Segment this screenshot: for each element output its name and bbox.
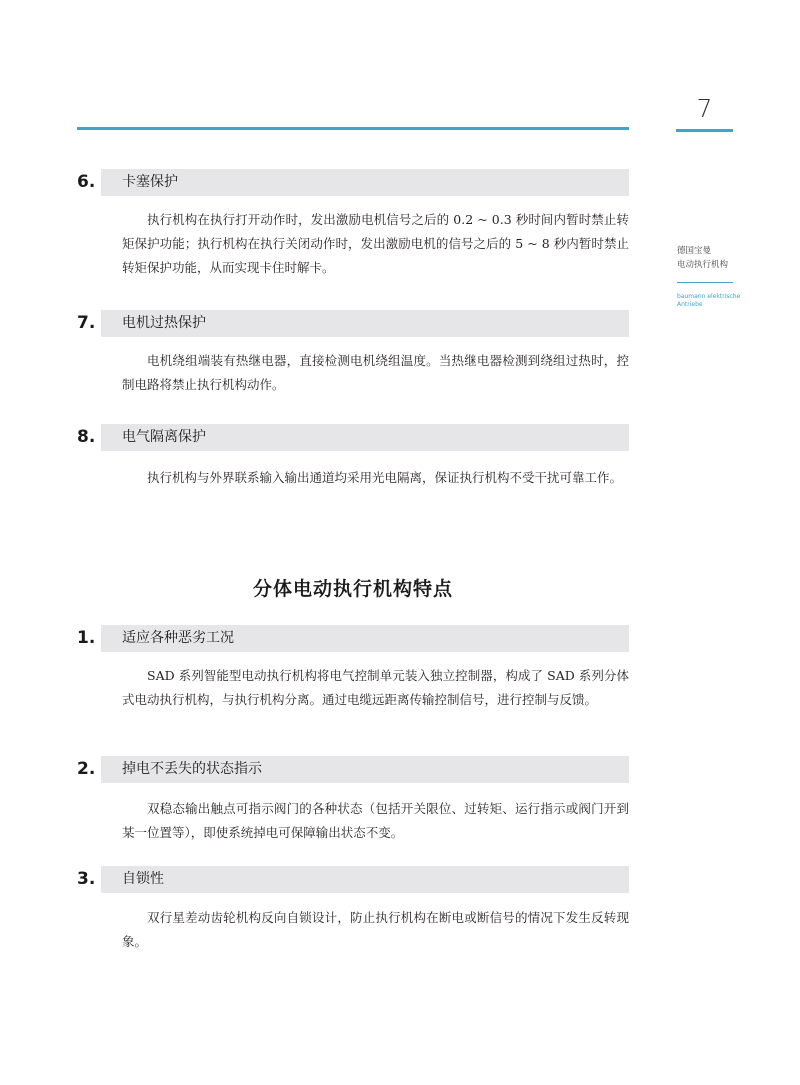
section-paragraph: 双稳态输出触点可指示阀门的各种状态（包括开关限位、过转矩、运行指示或阀门开到某一位置等），即使系统掉电可保障输出状态不变。	[122, 801, 629, 840]
page-number: 7	[696, 94, 713, 123]
section-number: 2.	[77, 759, 96, 779]
section-paragraph: 执行机构在执行打开动作时，发出激励电机信号之后的 0.2 ~ 0.3 秒时间内暂时禁止转矩保护功能；执行机构在执行关闭动作时，发出激励电机的信号之后的 5 ~ 8 秒内暂时禁止转矩保护功能，从而实现卡住时解卡。	[122, 212, 629, 275]
brand-divider	[677, 282, 733, 283]
section-number: 8.	[77, 427, 96, 447]
top-rule	[77, 127, 629, 130]
section-title: 适应各种恶劣工况	[122, 630, 234, 646]
main-heading: 分体电动执行机构特点	[252, 578, 453, 600]
section-paragraph: 执行机构与外界联系输入输出通道均采用光电隔离，保证执行机构不受干扰可靠工作。	[147, 470, 623, 485]
section-title: 自锁性	[122, 871, 164, 887]
side-rule	[676, 129, 733, 132]
section-title: 电气隔离保护	[122, 429, 206, 445]
section-title: 电机过热保护	[122, 315, 206, 331]
section-number: 6.	[77, 172, 96, 192]
brand-cn-line2: 电动执行机构	[677, 260, 729, 270]
section-number: 3.	[77, 869, 96, 889]
section-paragraph: SAD 系列智能型电动执行机构将电气控制单元装入独立控制器，构成了 SAD 系列分体式电动执行机构，与执行机构分离。通过电缆远距离传输控制信号，进行控制与反馈。	[122, 668, 629, 707]
brand-en: baumann elektrische Antriebe	[677, 293, 741, 308]
brand-cn	[677, 244, 747, 272]
section-title: 卡塞保护	[122, 174, 178, 190]
section-number: 7.	[77, 313, 96, 333]
section-paragraph: 电机绕组端装有热继电器，直接检测电机绕组温度。当热继电器检测到绕组过热时，控制电路将禁止执行机构动作。	[122, 353, 629, 392]
section-title: 掉电不丢失的状态指示	[122, 761, 262, 777]
section-bar	[101, 866, 629, 893]
brand-cn-line1: 德国宝曼	[677, 246, 712, 256]
section-bar	[101, 169, 629, 196]
section-number: 1.	[77, 628, 96, 648]
section-paragraph: 双行星差动齿轮机构反向自锁设计，防止执行机构在断电或断信号的情况下发生反转现象。	[122, 910, 629, 949]
